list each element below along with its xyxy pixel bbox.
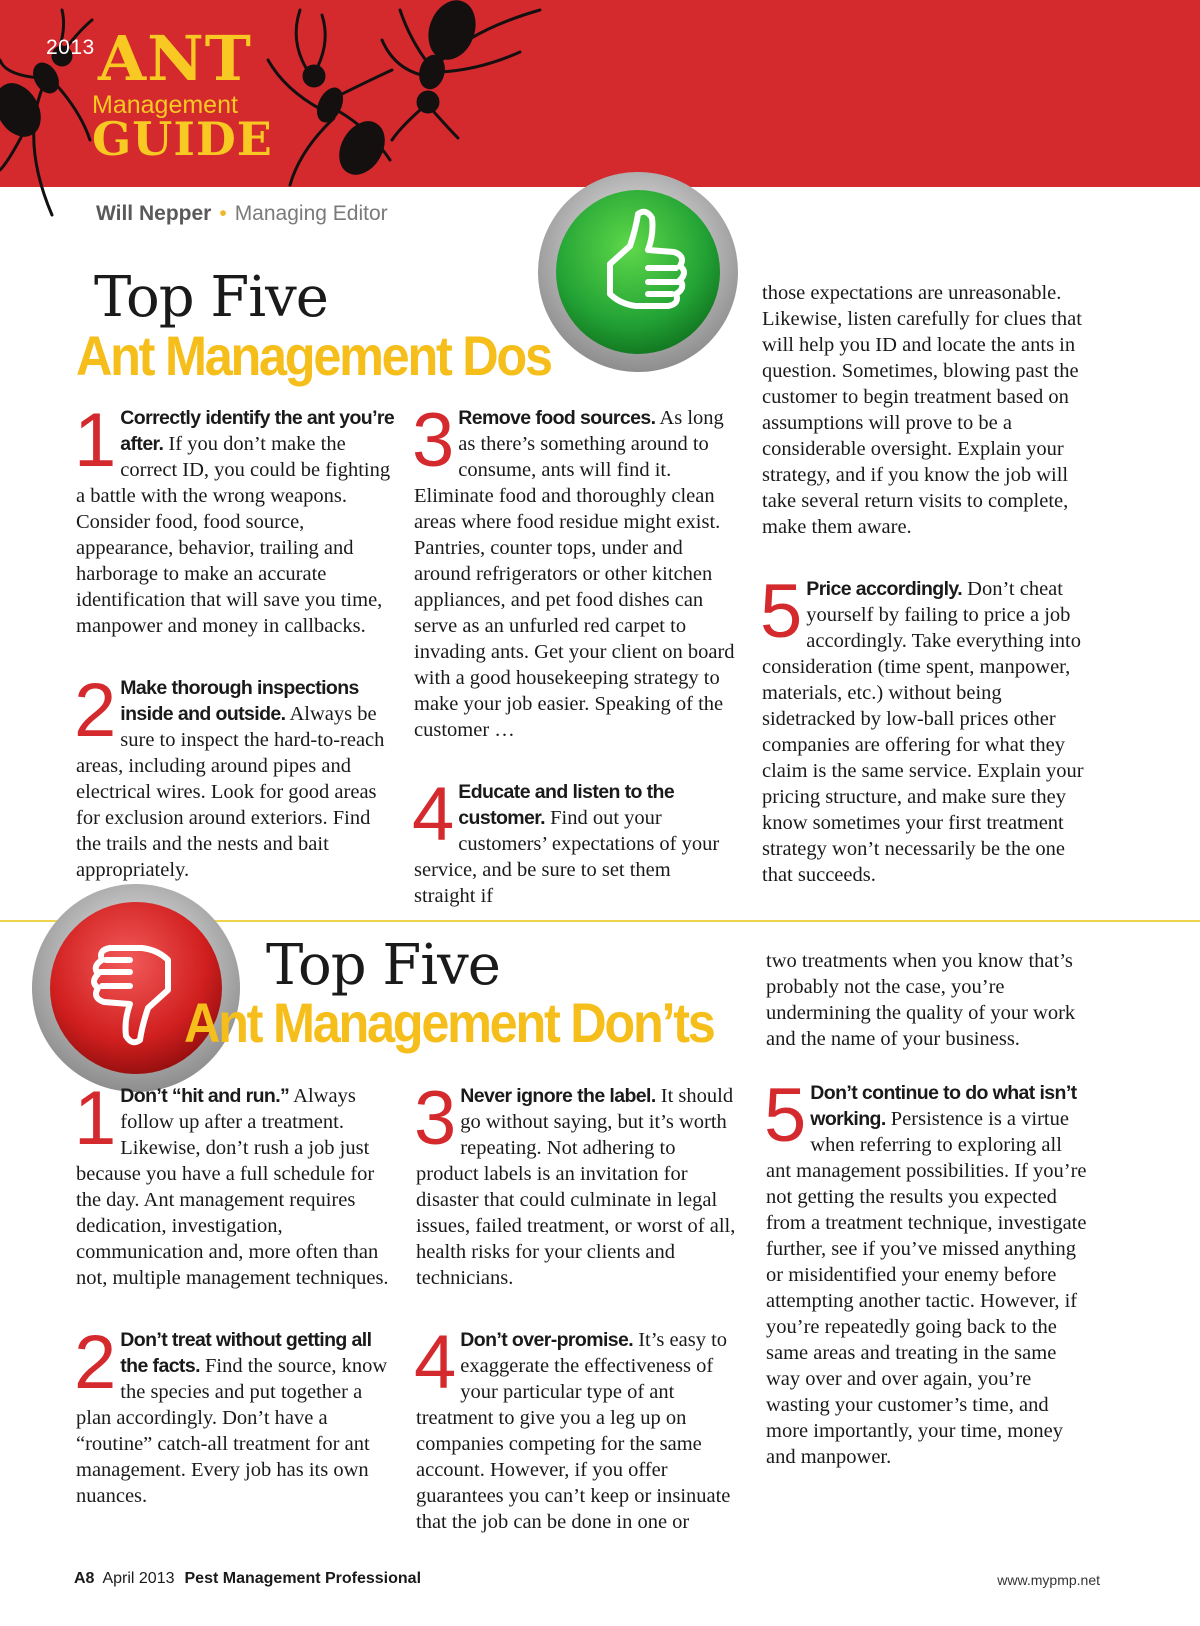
logo-ant: ANT xyxy=(98,22,252,95)
dos-item-1 xyxy=(74,398,398,639)
donts-item-5 xyxy=(764,1073,1088,1470)
dos-item-number: 5 xyxy=(760,569,803,654)
donts-item-heading: Never ignore the label. xyxy=(460,1085,656,1107)
dos-item-5 xyxy=(760,569,1084,888)
author-name: Will Nepper xyxy=(96,202,212,225)
donts-item-number: 1 xyxy=(74,1076,117,1161)
author-role: Managing Editor xyxy=(234,202,388,225)
dos-item-text: Find out your customers’ expectations of your service, and be sure to set them straight if xyxy=(414,807,720,907)
dos-item-4 xyxy=(412,772,736,909)
donts-continuation-text: two treatments when you know that’s probably not the case, you’re undermining the quality of your work and the name of your business. xyxy=(766,950,1076,1050)
donts-item-text: It should go without saying, but it’s worth repeating. Not adhering to product labels is an invitation for disaster that could culminate in legal issues, failed treatment, or worst of all, health risks for your clients and technicians. xyxy=(416,1085,736,1289)
donts-item-heading: Don’t continue to do what isn’t working. xyxy=(810,1082,1077,1130)
donts-item-heading: Don’t over-promise. xyxy=(460,1329,634,1351)
donts-item-4 xyxy=(414,1320,738,1535)
dos-column-2 xyxy=(412,398,736,945)
donts-column-2 xyxy=(414,1076,738,1571)
donts-item-heading: Don’t “hit and run.” xyxy=(120,1085,290,1107)
donts-item-text: Find the source, know the species and put together a plan accordingly. Don’t have a “routine” catch-all treatment for ant management. Every job has its own nuances. xyxy=(76,1355,388,1507)
dos-title-line2: Ant Management Dos xyxy=(76,324,551,387)
donts-item-number: 3 xyxy=(414,1076,457,1161)
dos-continuation xyxy=(762,280,1084,540)
dos-item-text: As long as there’s something around to consume, ants will find it. Eliminate food and thoroughly clean areas where food residue might exist. Pantries, counter tops, under and around refrigerators or other kitchen appliances, and pet food dishes can serve as an unfurled red carpet to invading ants. Get your client on board with a good housekeeping strategy to make your job easier. Speaking of the customer … xyxy=(414,407,735,741)
ant-center-icon xyxy=(268,10,393,185)
page-footer xyxy=(74,1570,421,1588)
donts-item-2 xyxy=(74,1320,398,1509)
donts-item-1 xyxy=(74,1076,398,1291)
dos-item-text: If you don’t make the correct ID, you could be fighting a battle with the wrong weapons. Consider food, food source, appearance, behavior, trailing and harborage to make an accurate identification that will save you time, manpower and money in callbacks. xyxy=(76,433,391,637)
donts-item-text: Persistence is a virtue when referring to exploring all ant management possibilities. If you’re not getting the results you expected from a treatment technique, investigate further, see if you’ve missed anything or misidentified your enemy before attempting another tactic. However, if you’re repeatedly going back to the same areas and treating in the same way over and over again, you’re wasting your customer’s time, and more importantly, your time, money and manpower. xyxy=(766,1108,1087,1468)
donts-item-3 xyxy=(414,1076,738,1291)
donts-item-number: 2 xyxy=(74,1320,117,1405)
logo-management: Management xyxy=(92,91,238,119)
dos-item-2 xyxy=(74,668,398,883)
donts-title-line2: Ant Management Don’ts xyxy=(184,991,714,1054)
dos-item-text: Always be sure to inspect the hard-to-reach areas, including around pipes and electrical wires. Look for good areas for exclusion around exteriors. Find the trails and the nests and bait appropriately. xyxy=(76,703,385,881)
dos-item-heading: Price accordingly. xyxy=(806,578,963,600)
dos-item-text: Don’t cheat yourself by failing to price a job accordingly. Take everything into consideration (time spent, manpower, materials, etc.) without being sidetracked by low-ball prices other companies are offering for what they claim is the same service. Explain your pricing structure, and make sure they know sometimes your first treatment strategy won’t necessarily be the one that succeeds. xyxy=(762,578,1084,886)
dos-column-3 xyxy=(762,280,1084,924)
donts-item-number: 5 xyxy=(764,1073,807,1158)
dos-item-heading: Educate and listen to the customer. xyxy=(458,781,675,829)
website-url[interactable]: www.mypmp.net xyxy=(997,1572,1100,1588)
dos-item-number: 1 xyxy=(74,398,117,483)
dos-item-3 xyxy=(412,398,736,743)
publication-name: Pest Management Professional xyxy=(184,1570,422,1587)
donts-item-number: 4 xyxy=(414,1320,457,1405)
donts-column-3 xyxy=(766,948,1088,1506)
page-number: A8 xyxy=(74,1570,95,1587)
dos-column-1 xyxy=(74,398,398,919)
issue-date: April 2013 xyxy=(102,1570,175,1587)
dos-item-heading: Correctly identify the ant you’re after. xyxy=(120,407,395,455)
logo-year: 2013 xyxy=(46,36,95,59)
dos-item-number: 2 xyxy=(74,668,117,753)
dos-title-line1: Top Five xyxy=(94,265,328,330)
byline-separator: • xyxy=(219,202,227,225)
donts-title-line1: Top Five xyxy=(266,933,500,998)
dos-item-number: 3 xyxy=(412,398,455,483)
thumbs-up-icon xyxy=(532,168,744,380)
donts-column-1 xyxy=(74,1076,398,1545)
dos-continuation-text: those expectations are unreasonable. Likewise, listen carefully for clues that will help you ID and locate the ants in question. Sometimes, blowing past the customer to begin treatment based on assumptions will prove to be a considerable oversight. Explain your strategy, and if you know the job will take several return visits to complete, make them aware. xyxy=(762,282,1082,538)
donts-continuation xyxy=(766,948,1088,1052)
donts-item-heading: Don’t treat without getting all the facts. xyxy=(120,1329,372,1377)
dos-item-heading: Remove food sources. xyxy=(458,407,656,429)
logo-guide: GUIDE xyxy=(92,112,273,166)
byline xyxy=(96,202,388,226)
dos-item-heading: Make thorough inspections inside and outside. xyxy=(120,677,359,725)
donts-item-text: It’s easy to exaggerate the effectiveness of your particular type of ant treatment to give you a leg up on companies competing for the same account. However, if you offer guarantees you can’t keep or insinuate that the job can be done in one or xyxy=(416,1329,731,1533)
ant-right-icon xyxy=(382,0,540,140)
dos-item-number: 4 xyxy=(412,772,455,857)
thumbs-down-icon xyxy=(26,878,246,1098)
donts-item-text: Always follow up after a treatment. Likewise, don’t rush a job just because you have a full schedule for the day. Ant management requires dedication, investigation, communication and, more often than not, multiple management techniques. xyxy=(76,1085,389,1289)
